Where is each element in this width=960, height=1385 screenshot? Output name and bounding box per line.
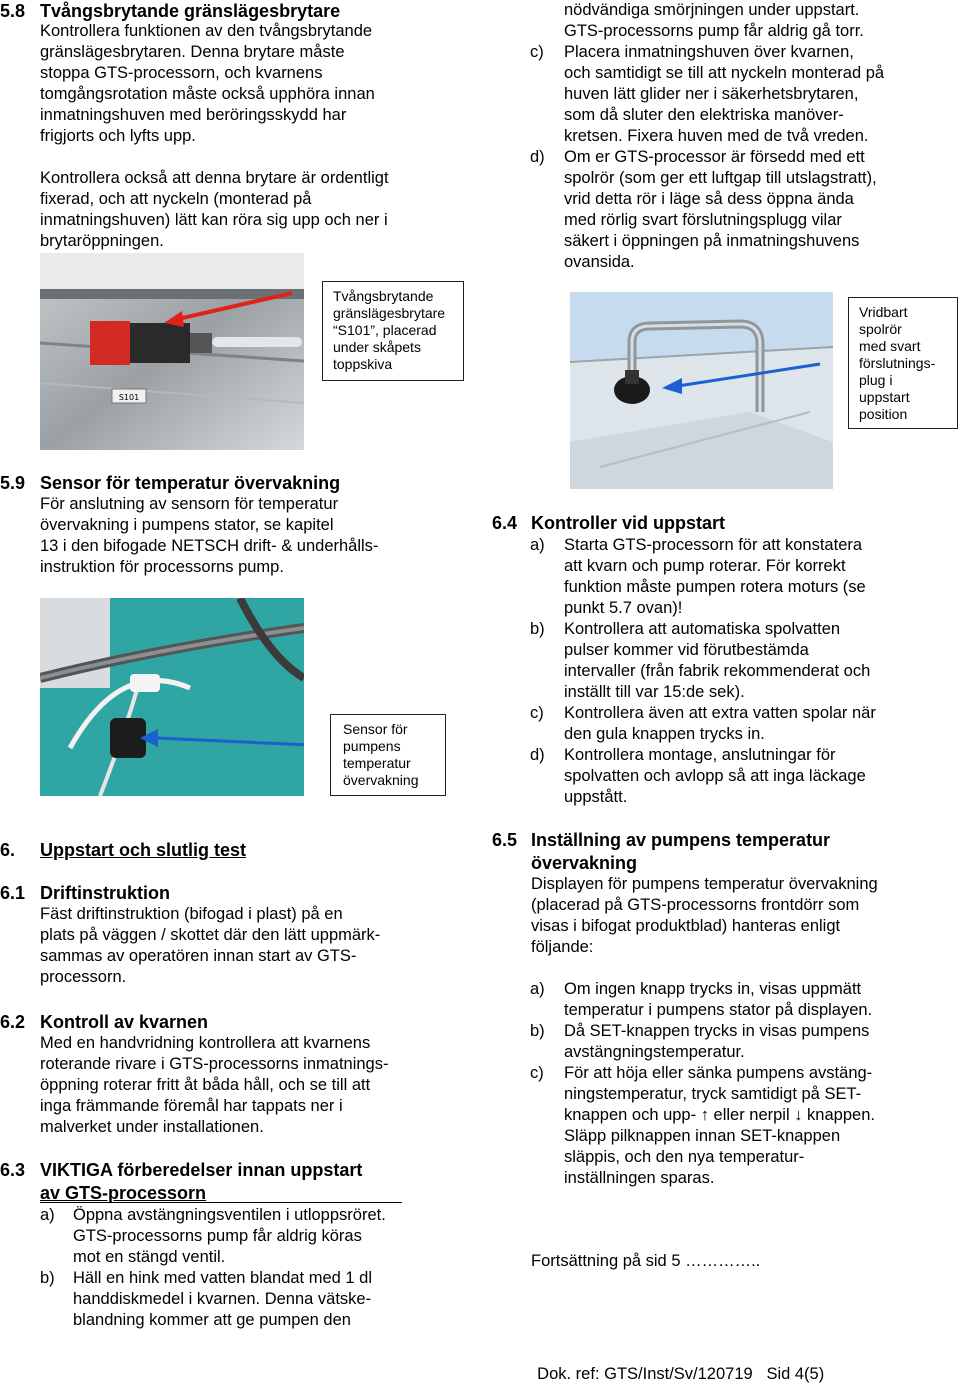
- text-line: instruktion för processorns pump.: [40, 558, 284, 576]
- section-number: 6.4: [492, 513, 518, 533]
- text-line: Öppna avstängningsventilen i utloppsröret.: [73, 1206, 386, 1224]
- text-line: ovansida.: [564, 253, 635, 271]
- section-title: Tvångsbrytande gränslägesbrytare: [40, 1, 341, 21]
- callout-line: toppskiva: [333, 356, 393, 372]
- list-item: [530, 619, 955, 703]
- text-line: öppning roterar fritt åt båda håll, och se till att: [40, 1076, 371, 1094]
- text-line: säkert i öppningen på inmatningshuvens: [564, 232, 860, 250]
- text-line: övervakning i pumpens stator, se kapitel: [40, 516, 334, 534]
- list-item: [530, 535, 955, 619]
- text-line: huven lätt glider ner i säkerhetsbrytaren,: [564, 85, 859, 103]
- callout-line: gränslägesbrytare: [333, 305, 446, 321]
- text-line: malverket under installationen.: [40, 1118, 264, 1136]
- text-line: 13 i den bifogade NETSCH drift- & underhålls-: [40, 537, 379, 555]
- text-line: handdiskmedel i kvarnen. Denna vätske-: [73, 1290, 372, 1308]
- section-5-8-paragraph-2: [40, 168, 480, 252]
- text-line: Starta GTS-processorn för att konstatera: [564, 536, 863, 554]
- callout-line: uppstart: [859, 389, 910, 405]
- continuation-note: [531, 1251, 951, 1272]
- text-line: knappen och upp- ↑ eller nerpil ↓ knappen.: [564, 1106, 875, 1124]
- callout-line: plug i: [859, 372, 893, 388]
- text-line: fixerad, och att nyckeln (monterad på: [40, 190, 312, 208]
- section-title: Uppstart och slutlig test: [40, 840, 247, 860]
- list-label: b): [530, 1022, 545, 1040]
- text-line: inmatningshuven med beröringsskydd har: [40, 106, 347, 124]
- photo-limit-switch-s101: [40, 253, 304, 450]
- text-line: blandning kommer att ge pumpen den: [73, 1311, 351, 1329]
- text-line: Placera inmatningshuven över kvarnen,: [564, 43, 854, 61]
- section-title: Kontroll av kvarnen: [40, 1012, 209, 1032]
- text-line: som då sluter den elektriska manöver-: [564, 106, 844, 124]
- text-line: För att höja eller sänka pumpens avstäng-: [564, 1064, 873, 1082]
- list-item-c-hood: [530, 42, 955, 147]
- label-s101: S101: [118, 393, 140, 402]
- section-number: 5.8: [0, 1, 26, 21]
- text-line: inställt till var 15:de sek).: [564, 683, 745, 701]
- text-line: nödvändiga smörjningen under uppstart.: [564, 1, 860, 19]
- text-line: Kontrollera också att denna brytare är ordentligt: [40, 169, 389, 187]
- section-title-continued: av GTS-processorn: [40, 1183, 207, 1203]
- text-line: Häll en hink med vatten blandat med 1 dl: [73, 1269, 373, 1287]
- section-title: Driftinstruktion: [40, 883, 170, 903]
- callout-line: “S101”, placerad: [333, 322, 437, 338]
- list-label: a): [40, 1206, 55, 1224]
- list-label: a): [530, 536, 545, 554]
- text-line: Kontrollera även att extra vatten spolar när: [564, 704, 876, 722]
- section-6-4-list: [530, 535, 955, 808]
- callout-line: med svart: [859, 338, 921, 354]
- section-number: 6.1: [0, 883, 26, 903]
- text-line: processorn.: [40, 968, 127, 986]
- list-label: a): [530, 980, 545, 998]
- text-line: Då SET-knappen trycks in visas pumpens: [564, 1022, 870, 1040]
- callout-line: spolrör: [859, 321, 902, 337]
- list-label: b): [40, 1269, 55, 1287]
- text-line: följande:: [531, 938, 594, 956]
- section-title: Sensor för temperatur övervakning: [40, 473, 341, 493]
- section-5-9-paragraph: [40, 494, 480, 578]
- section-6-5-heading-line-2: [531, 852, 951, 874]
- document-reference: Dok. ref: GTS/Inst/Sv/120719 Sid 4(5): [537, 1365, 825, 1383]
- list-item: [530, 703, 955, 745]
- text-line: inga främmande föremål har tappats ner i: [40, 1097, 343, 1115]
- section-title: Kontroller vid uppstart: [531, 513, 726, 533]
- text-line: pulser kommer vid förutbestämda: [564, 641, 809, 659]
- text-line: frigjorts och lyfts upp.: [40, 127, 196, 145]
- text-line: uppstått.: [564, 788, 628, 806]
- callout-line: position: [859, 406, 908, 422]
- list-item: [530, 1021, 955, 1063]
- list-item-d-flush-pipe: [530, 147, 955, 273]
- text-line: att kvarn och pump roterar. För korrekt: [564, 557, 846, 575]
- section-6-1-paragraph: [40, 904, 480, 988]
- text-line: roterande rivare i GTS-processorns inmatnings-: [40, 1055, 389, 1073]
- text-line: tomgångsrotation måste också upphöra innan: [40, 85, 375, 103]
- callout-line: Tvångsbrytande: [333, 288, 434, 304]
- section-6-2-paragraph: [40, 1033, 480, 1138]
- text-line: Kontrollera montage, anslutningar för: [564, 746, 836, 764]
- section-6-5-paragraph: [531, 874, 956, 958]
- text-line: stoppa GTS-processorn, och kvarnens: [40, 64, 323, 82]
- callout-flush-pipe: [848, 297, 958, 429]
- text-line: mot en stängd ventil.: [73, 1248, 226, 1266]
- text-line: GTS-processorns pump får aldrig köras: [73, 1227, 362, 1245]
- section-6-5-list: [530, 979, 955, 1189]
- list-label: b): [530, 620, 545, 638]
- callout-line: övervakning: [343, 772, 419, 788]
- text-line: Kontrollera att automatiska spolvatten: [564, 620, 841, 638]
- text-line: funktion måste pumpen rotera moturs (se: [564, 578, 866, 596]
- text-line: spolvatten och avlopp så att inga läckage: [564, 767, 866, 785]
- text-line: och samtidigt se till att nyckeln monterad på: [564, 64, 885, 82]
- section-number: 6.3: [0, 1160, 26, 1180]
- text-line: Släpp pilknappen innan SET-knappen: [564, 1127, 841, 1145]
- list-item-b-water: [40, 1268, 480, 1331]
- list-item-a-valve: [40, 1205, 480, 1268]
- text-line: intervaller (från fabrik rekommenderat och: [564, 662, 871, 680]
- section-number: 5.9: [0, 473, 26, 493]
- text-line: visas i bifogat produktblad) hanteras enligt: [531, 917, 841, 935]
- text-line: sammas av operatören innan start av GTS-: [40, 947, 357, 965]
- callout-line: under skåpets: [333, 339, 421, 355]
- text-line: plats på väggen / skottet där den lätt uppmärk-: [40, 926, 381, 944]
- section-6-3-heading-line-2: [40, 1182, 402, 1203]
- section-number: 6.2: [0, 1012, 26, 1032]
- callout-line: temperatur: [343, 755, 411, 771]
- text-line: (placerad på GTS-processorns frontdörr som: [531, 896, 860, 914]
- section-title: VIKTIGA förberedelser innan uppstart: [40, 1160, 363, 1180]
- text-line: brytaröppningen.: [40, 232, 164, 250]
- list-item: [530, 979, 955, 1021]
- section-title-continued: övervakning: [531, 853, 638, 873]
- callout-line: Sensor för: [343, 721, 408, 737]
- text-line: temperatur i pumpens stator på displayen.: [564, 1001, 873, 1019]
- photo-flush-pipe: [570, 292, 833, 489]
- list-label: d): [530, 746, 545, 764]
- text-line: inmatningshuven) lätt kan röra sig upp och ner i: [40, 211, 388, 229]
- text-line: inställningen sparas.: [564, 1169, 715, 1187]
- text-line: den gula knappen trycks in.: [564, 725, 765, 743]
- section-number: 6.5: [492, 830, 518, 850]
- continuation-text: Fortsättning på sid 5 …………..: [531, 1252, 761, 1270]
- page-footer: [528, 1343, 948, 1385]
- text-line: Om er GTS-processor är försedd med ett: [564, 148, 865, 166]
- text-line: gränslägesbrytaren. Denna brytare måste: [40, 43, 345, 61]
- text-line: spolrör (som ger ett luftgap till utslagstratt),: [564, 169, 877, 187]
- text-line: avstängningstemperatur.: [564, 1043, 745, 1061]
- callout-line: förslutnings-: [859, 355, 936, 371]
- text-line: GTS-processorns pump får aldrig gå torr.: [564, 22, 864, 40]
- callout-line: pumpens: [343, 738, 401, 754]
- text-line: För anslutning av sensorn för temperatur: [40, 495, 339, 513]
- text-line: med rörlig svart förslutningsplugg vilar: [564, 211, 842, 229]
- callout-temperature-sensor: [330, 714, 446, 796]
- switch-body-red: [90, 321, 130, 365]
- text-line: släppis, och den nya temperatur-: [564, 1148, 805, 1166]
- list-label: d): [530, 148, 545, 166]
- list-label: c): [530, 704, 544, 722]
- text-line: Fäst driftinstruktion (bifogad i plast) på en: [40, 905, 343, 923]
- right-continuation: [564, 0, 954, 42]
- text-line: Med en handvridning kontrollera att kvarnens: [40, 1034, 371, 1052]
- list-label: c): [530, 1064, 544, 1082]
- text-line: kretsen. Fixera huven med de två vreden.: [564, 127, 869, 145]
- switch-body-black: [130, 323, 190, 363]
- callout-limit-switch: [322, 281, 464, 381]
- text-line: ningstemperatur, tryck samtidigt på SET-: [564, 1085, 862, 1103]
- text-line: Kontrollera funktionen av den tvångsbrytande: [40, 22, 373, 40]
- text-line: Om ingen knapp trycks in, visas uppmätt: [564, 980, 862, 998]
- photo-temperature-sensor: [40, 598, 304, 796]
- section-5-8-paragraph-1: [40, 21, 480, 147]
- list-item: [530, 1063, 955, 1189]
- section-number: 6.: [0, 840, 16, 860]
- text-line: punkt 5.7 ovan)!: [564, 599, 683, 617]
- callout-line: Vridbart: [859, 304, 908, 320]
- list-item: [530, 745, 955, 808]
- text-line: Displayen för pumpens temperatur övervakning: [531, 875, 878, 893]
- section-title: Inställning av pumpens temperatur: [531, 830, 831, 850]
- list-label: c): [530, 43, 544, 61]
- text-line: vrid detta rör i läge så dess öppna ända: [564, 190, 854, 208]
